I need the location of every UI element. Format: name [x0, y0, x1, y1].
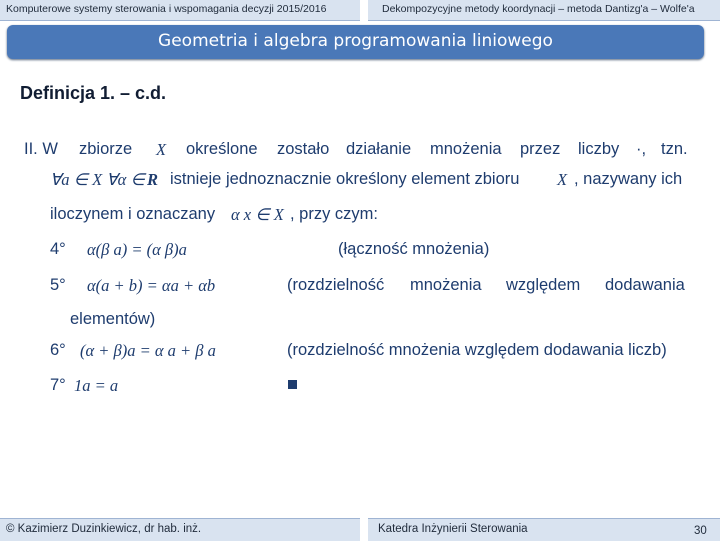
line2-text: , nazywany ich [574, 170, 683, 188]
item-description: (łączność mnożenia) [338, 240, 490, 258]
item-formula: α(β a) = (α β)a [87, 240, 187, 259]
footer-left-band [0, 518, 360, 541]
item-formula: α(a + b) = αa + αb [87, 276, 216, 295]
header-right-band [368, 0, 720, 21]
line3-text: , przy czym: [290, 205, 379, 223]
line3-formula: α x ∈ X [231, 205, 284, 224]
footer-department: Katedra Inżynierii Sterowania [378, 523, 528, 535]
footer-right-band [368, 518, 720, 541]
item-formula: (α + β)a = α a + β a [80, 341, 216, 360]
item-formula: 1a = a [74, 376, 119, 395]
line1-word: tzn. [661, 140, 688, 158]
item-description-part: względem [506, 276, 581, 294]
header-left-band [0, 0, 360, 21]
item-number: 7° [50, 376, 66, 394]
header-topic-title: Dekompozycyjne metody koordynacji – metoda Dantizg'a – Wolfe'a [382, 3, 695, 15]
line1-word: zostało [277, 140, 330, 158]
line2-formula: ∀a ∈ X ∀α ∈ [50, 170, 145, 189]
line1-word: liczby [578, 140, 620, 158]
line2-text: istnieje jednoznacznie określony element zbioru [170, 170, 520, 188]
line1-word: przez [520, 140, 561, 158]
end-of-definition-square [288, 380, 297, 389]
line1-word: określone [186, 140, 258, 158]
item-description-part: mnożenia [410, 276, 482, 294]
page-number: 30 [694, 525, 707, 537]
line2-var-x: X [557, 170, 568, 189]
item-number: 4° [50, 240, 66, 258]
item-description: (rozdzielność mnożenia względem dodawania liczb) [287, 341, 667, 359]
line3-text: iloczynem i oznaczany [50, 205, 216, 223]
line1-word: zbiorze [79, 140, 133, 158]
item-number: 5° [50, 276, 66, 294]
item-number: 6° [50, 341, 66, 359]
item-description-continued: elementów) [70, 310, 156, 328]
line1-prefix: II. W [24, 140, 58, 158]
item-description-part: (rozdzielność [287, 276, 385, 294]
line1-var-x: X [156, 140, 167, 159]
line2-real-set: R [147, 170, 159, 189]
slide-title-bar [7, 25, 704, 59]
line1-word: mnożenia [430, 140, 502, 158]
footer-author: © Kazimierz Duzinkiewicz, dr hab. inż. [6, 523, 202, 535]
item-description-part: dodawania [605, 276, 685, 294]
header-course-title: Komputerowe systemy sterowania i wspomagania decyzji 2015/2016 [6, 3, 327, 15]
slide-title: Geometria i algebra programowania liniowego [158, 31, 553, 51]
definition-heading: Definicja 1. – c.d. [20, 83, 167, 103]
line1-word: ·, [636, 140, 647, 158]
line1-word: działanie [346, 140, 412, 158]
